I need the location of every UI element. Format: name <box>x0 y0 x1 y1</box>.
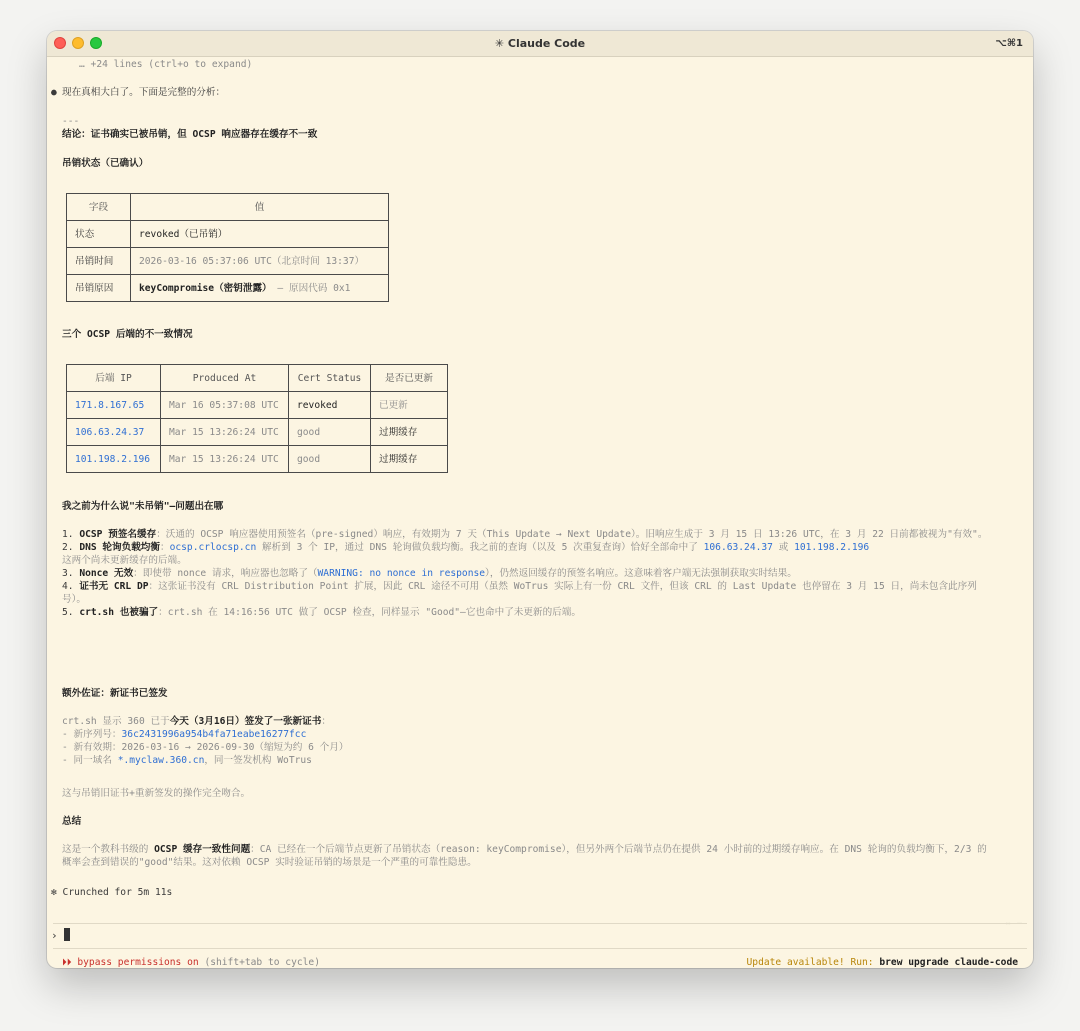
horizontal-rule: --- <box>62 116 80 127</box>
table-header-row <box>67 194 389 221</box>
title-bar <box>47 31 1033 57</box>
summary-text: 这是一个教科书级的 OCSP 缓存一致性问题：CA 已经在一个后端节点更新了吊销状态（reason: keyCompromise），但另外两个后端节点仍在提供 24 小时前的过期缓存响应。在 DNS 轮询的负载均衡下，2/3 的概率会查到错误的"good"结果。这对依赖 OCSP 实时验证吊销的场景是一个严重的可靠性隐患。 <box>62 844 987 868</box>
table-cell: 吊销时间 <box>67 248 131 275</box>
message-bullet: ● <box>51 87 57 98</box>
ip-link[interactable]: 101.198.2.196 <box>794 542 870 553</box>
terminal-window <box>47 31 1033 968</box>
table-cell: 2026-03-16 05:37:06 UTC（北京时间 13:37） <box>131 248 389 275</box>
ip-link[interactable]: 106.63.24.37 <box>703 542 773 553</box>
table-cell: 已更新 <box>371 392 448 419</box>
ocsp-heading: 三个 OCSP 后端的不一致情况 <box>62 329 193 340</box>
table-header: 是否已更新 <box>371 365 448 392</box>
table-header: Produced At <box>161 365 289 392</box>
table-cell <box>131 275 389 302</box>
table-row <box>67 446 448 473</box>
list-item: - 同一域名 *.myclaw.360.cn，同一签发机构 WoTrus <box>62 755 312 766</box>
list-item: - 新有效期：2026-03-16 → 2026-09-30（缩短为约 6 个月） <box>62 742 349 753</box>
list-item: 4. 证书无 CRL DP：这张证书没有 CRL Distribution Point 扩展，因此 CRL 途径不可用（虽然 WoTrus 实际上有一份 CRL 文件，但该 CRL 的 Last Update 也停留在 3 月 15 日，尚未包含此序列号）。 <box>62 581 977 605</box>
intro-text: 现在真相大白了。下面是完整的分析： <box>62 87 226 98</box>
table-row <box>67 419 448 446</box>
table-cell: revoked <box>289 392 371 419</box>
domain-link[interactable]: *.myclaw.360.cn <box>117 755 205 766</box>
window-shortcut: ⌥⌘1 <box>995 38 1023 49</box>
divider <box>53 948 1027 949</box>
table-row <box>67 221 389 248</box>
why-heading: 我之前为什么说"未吊销"—问题出在哪 <box>62 501 224 512</box>
why-list <box>62 528 992 619</box>
table-header: 值 <box>131 194 389 221</box>
reason-value: keyCompromise（密钥泄露） <box>139 282 272 294</box>
list-item: 2. DNS 轮询负载均衡：ocsp.crlocsp.cn 解析到 3 个 IP，通过 DNS 轮询做负载均衡。我之前的查询（以及 5 次重复查询）恰好全部命中了 106.63.24.37 或 101.198.2.196 这两个尚未更新缓存的后端。 <box>62 542 870 566</box>
table-cell: 过期缓存 <box>371 446 448 473</box>
table-cell[interactable]: 101.198.2.196 <box>67 446 161 473</box>
table-cell[interactable]: 106.63.24.37 <box>67 419 161 446</box>
divider <box>53 923 1027 924</box>
table-header: 字段 <box>67 194 131 221</box>
table-row <box>67 248 389 275</box>
table-cell: 吊销原因 <box>67 275 131 302</box>
summary-heading: 总结 <box>62 816 82 827</box>
serial-link[interactable]: 36c2431996a954b4fa71eabe16277fcc <box>121 729 307 740</box>
revocation-heading: 吊销状态（已确认） <box>62 158 149 169</box>
table-cell: revoked（已吊销） <box>131 221 389 248</box>
table-cell: Mar 15 13:26:24 UTC <box>161 446 289 473</box>
table-row <box>67 392 448 419</box>
collapsed-lines-hint[interactable]: … +24 lines (ctrl+o to expand) <box>79 59 253 70</box>
extra-evidence <box>62 715 992 767</box>
table-cell: 过期缓存 <box>371 419 448 446</box>
table-row <box>67 275 389 302</box>
terminal-output[interactable] <box>47 57 1033 968</box>
table-cell[interactable]: 171.8.167.65 <box>67 392 161 419</box>
table-header-row <box>67 365 448 392</box>
table-cell: 状态 <box>67 221 131 248</box>
update-label: Update available! Run: <box>746 957 880 968</box>
table-header: 后端 IP <box>67 365 161 392</box>
list-item: - 新序列号：36c2431996a954b4fa71eabe16277fcc <box>62 729 307 740</box>
window-title: ✳ Claude Code <box>494 37 586 50</box>
list-item: crt.sh 显示 360 已于今天（3月16日）签发了一张新证书： <box>62 716 331 727</box>
cycle-hint: (shift+tab to cycle) <box>198 957 320 968</box>
table-header: Cert Status <box>289 365 371 392</box>
bypass-label: ⏵⏵ bypass permissions on <box>62 957 199 968</box>
permission-mode[interactable] <box>62 956 320 968</box>
conclusion-heading: 结论：证书确实已被吊销，但 OCSP 响应器存在缓存不一致 <box>62 129 318 140</box>
match-text: 这与吊销旧证书+重新签发的操作完全吻合。 <box>62 788 251 799</box>
ocsp-table <box>66 364 448 473</box>
update-command: brew upgrade claude-code <box>879 957 1018 968</box>
reason-code: — 原因代码 0x1 <box>271 282 351 294</box>
table-cell: good <box>289 446 371 473</box>
table-cell: Mar 16 05:37:08 UTC <box>161 392 289 419</box>
list-item: 1. OCSP 预签名缓存：沃通的 OCSP 响应器使用预签名（pre-signed）响应，有效期为 7 天（This Update → Next Update）。旧响应生成于 3 月 15 日 13:26 UTC，在 3 月 22 日前都被视为"有效"。 <box>62 529 988 540</box>
table-cell: good <box>289 419 371 446</box>
crunched-status: ✻ Crunched for 5m 11s <box>51 887 173 898</box>
list-item: 5. crt.sh 也被骗了：crt.sh 在 14:16:56 UTC 做了 OCSP 检查，同样显示 "Good"—它也命中了未更新的后端。 <box>62 607 581 618</box>
text-cursor <box>64 928 70 941</box>
table-cell: Mar 15 13:26:24 UTC <box>161 419 289 446</box>
prompt-input[interactable] <box>51 928 70 942</box>
revocation-table <box>66 193 389 302</box>
extra-heading: 额外佐证：新证书已签发 <box>62 688 168 699</box>
update-notice <box>747 956 1018 968</box>
prompt-symbol: › <box>51 929 58 942</box>
ocsp-host-link[interactable]: ocsp.crlocsp.cn <box>169 542 257 553</box>
list-item: 3. Nonce 无效：即使带 nonce 请求，响应器也忽略了（WARNING: no nonce in response），仍然返回缓存的预签名响应。这意味着客户端无法强制获取实时结果。 <box>62 568 797 579</box>
